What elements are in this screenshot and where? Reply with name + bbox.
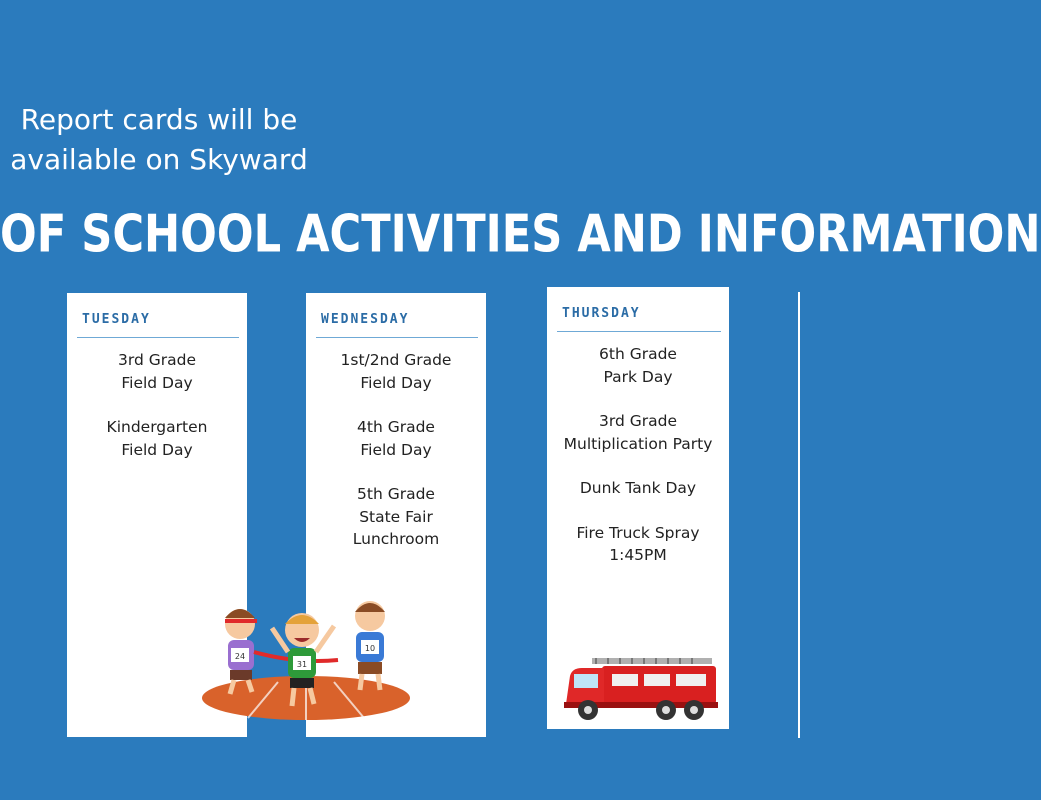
day-label: THURSDAY [562,306,641,321]
activity-line: Field Day [121,373,193,392]
page-headline: OF SCHOOL ACTIVITIES AND INFORMATION [0,204,1041,265]
activity-line: Field Day [360,440,432,459]
activity-list [67,349,247,483]
note-line-1: Report cards will be [20,103,298,136]
activity-line: Field Day [360,373,432,392]
divider [316,337,478,338]
bib-number: 10 [364,644,376,653]
activity-list [547,343,729,589]
activity-line: 5th Grade [357,485,435,503]
activity-line: Park Day [603,367,673,386]
divider [77,337,239,338]
activity-line: Fire Truck Spray [576,523,700,542]
activity-item [547,343,729,388]
activity-item [306,349,486,394]
activity-list [306,349,486,573]
note-line-2: available on Skyward [10,143,308,176]
activity-line: Lunchroom [352,530,440,548]
activity-line: Kindergarten [106,418,208,436]
activity-line: 3rd Grade [118,351,196,369]
day-label: WEDNESDAY [321,312,410,327]
fire-truck-illustration [562,654,720,724]
activity-item [547,477,729,500]
activity-item [547,410,729,455]
activity-item [547,522,729,567]
activity-line: 4th Grade [357,418,435,436]
activity-line: State Fair [359,507,433,526]
divider [557,331,721,332]
card-friday-edge [798,292,800,738]
kids-running-illustration [198,590,412,722]
day-label: TUESDAY [82,312,151,327]
activity-line: Multiplication Party [563,434,713,453]
activity-line: 1:45PM [609,546,667,564]
activity-item [67,349,247,394]
activity-line: 6th Grade [599,345,677,363]
activity-line: 1st/2nd Grade [340,351,452,369]
activity-item [67,416,247,461]
activity-line: Field Day [121,440,193,459]
report-card-note [0,100,318,180]
activity-item [306,483,486,551]
bib-number: 31 [296,660,308,669]
bib-number: 24 [234,652,246,661]
activity-line: 3rd Grade [599,412,677,430]
activity-line: Dunk Tank Day [579,479,697,497]
activity-item [306,416,486,461]
